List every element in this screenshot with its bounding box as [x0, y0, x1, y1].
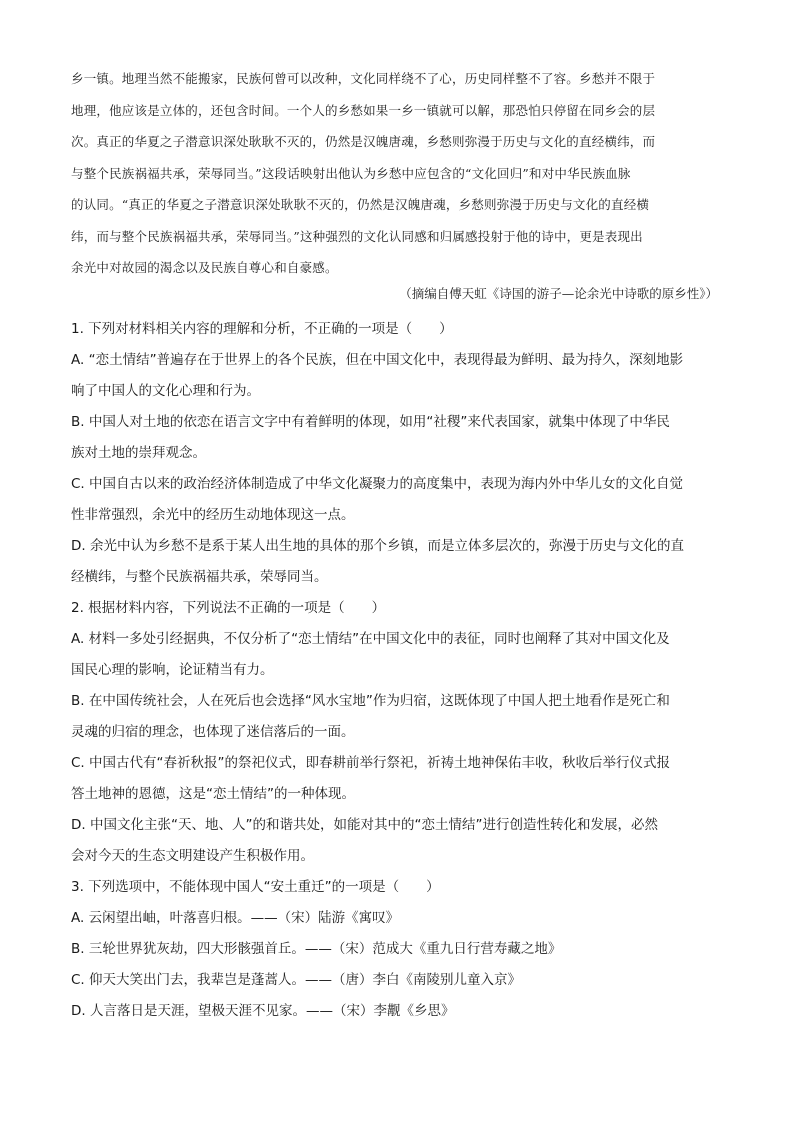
- passage-line: 与整个民族祸福共承，荣辱同当。”这段话映射出他认为乡愁中应包含的“文化回归”和对中华民族血脉: [71, 165, 631, 181]
- passage-line: 乡一镇。地理当然不能搬家，民族何曾可以改种，文化同样绕不了心，历史同样整不了容。乡愁并不限于: [71, 71, 656, 86]
- option-d-cont: 经横纬，与整个民族祸福共承，荣辱同当。: [71, 569, 328, 585]
- option-c: C. 中国古代有“春祈秋报”的祭祀仪式，即春耕前举行祭祀，祈祷土地神保佑丰收，秋收后举行仪式报: [71, 755, 670, 771]
- option-d-cont: 会对今天的生态文明建设产生积极作用。: [71, 848, 314, 864]
- option-a-cont: 响了中国人的文化心理和行为。: [71, 383, 260, 399]
- passage-line: 次。真正的华夏之子潜意识深处耿耿不灭的，仍然是汉魄唐魂，乡愁则弥漫于历史与文化的直经横纬，而: [71, 134, 656, 149]
- option-d: D. 余光中认为乡愁不是系于某人出生地的具体的那个乡镇，而是立体多层次的，弥漫于历史与文化的直: [71, 538, 684, 554]
- option-d: D. 中国文化主张“天、地、人”的和谐共处，如能对其中的“恋土情结”进行创造性转化和发展，必然: [71, 817, 658, 833]
- question-list: [71, 314, 721, 1027]
- passage-line: 纬，而与整个民族祸福共承，荣辱同当。”这种强烈的文化认同感和归属感投射于他的诗中，更是表现出: [71, 228, 643, 244]
- option-b: B. 三轮世界犹灰劫，四大形骸强首丘。——（宋）范成大《重九日行营寿藏之地》: [71, 941, 562, 957]
- passage-line: 的认同。“真正的华夏之子潜意识深处耿耿不灭的，仍然是汉魄唐魂，乡愁则弥漫于历史与文化的直经横: [71, 197, 650, 212]
- option-b-cont: 族对土地的崇拜观念。: [71, 445, 206, 461]
- passage-source: （摘编自傅天虹《诗国的游子—论余光中诗歌的原乡性》）: [399, 286, 718, 301]
- option-b: B. 中国人对土地的依恋在语言文字中有着鲜明的体现，如用“社稷”来代表国家，就集中体现了中华民: [71, 414, 670, 430]
- option-a: A. 云闲望出岫，叶落喜归根。——（宋）陆游《寓叹》: [71, 910, 400, 926]
- option-c: C. 仰天大笑出门去，我辈岂是蓬蒿人。——（唐）李白《南陵别儿童入京》: [71, 972, 522, 988]
- option-c-cont: 性非常强烈，余光中的经历生动地体现这一点。: [71, 507, 355, 523]
- passage-line: 余光中对故园的渴念以及民族自尊心和自豪感。: [71, 260, 338, 275]
- option-b: B. 在中国传统社会，人在死后也会选择“风水宝地”作为归宿，这既体现了中国人把土地看作是死亡和: [71, 693, 670, 709]
- option-b-cont: 灵魂的归宿的理念，也体现了迷信落后的一面。: [71, 724, 355, 740]
- option-a-cont: 国民心理的影响，论证精当有力。: [71, 662, 274, 678]
- question-stem: 3. 下列选项中，不能体现中国人“安土重迁”的一项是（ ）: [71, 879, 440, 895]
- option-c: C. 中国自古以来的政治经济体制造成了中华文化凝聚力的高度集中，表现为海内外中华儿女的文化自觉: [71, 476, 684, 492]
- option-a: A. “恋土情结”普遍存在于世界上的各个民族，但在中国文化中，表现得最为鲜明、最为持久，深刻地影: [71, 352, 684, 368]
- passage-line: 地理，他应该是立体的，还包含时间。一个人的乡愁如果一乡一镇就可以解，那恐怕只停留在同乡会的层: [71, 102, 656, 118]
- option-d: D. 人言落日是天涯，望极天涯不见家。——（宋）李觏《乡思》: [71, 1003, 455, 1019]
- option-c-cont: 答土地神的恩德，这是“恋土情结”的一种体现。: [71, 786, 355, 802]
- reading-passage: [71, 63, 721, 284]
- question-stem: 1. 下列对材料相关内容的理解和分析，不正确的一项是（ ）: [71, 321, 453, 337]
- option-a: A. 材料一多处引经据典，不仅分析了“恋土情结”在中国文化中的表征，同时也阐释了其对中国文化及: [71, 631, 670, 647]
- question-stem: 2. 根据材料内容，下列说法不正确的一项是（ ）: [71, 600, 386, 616]
